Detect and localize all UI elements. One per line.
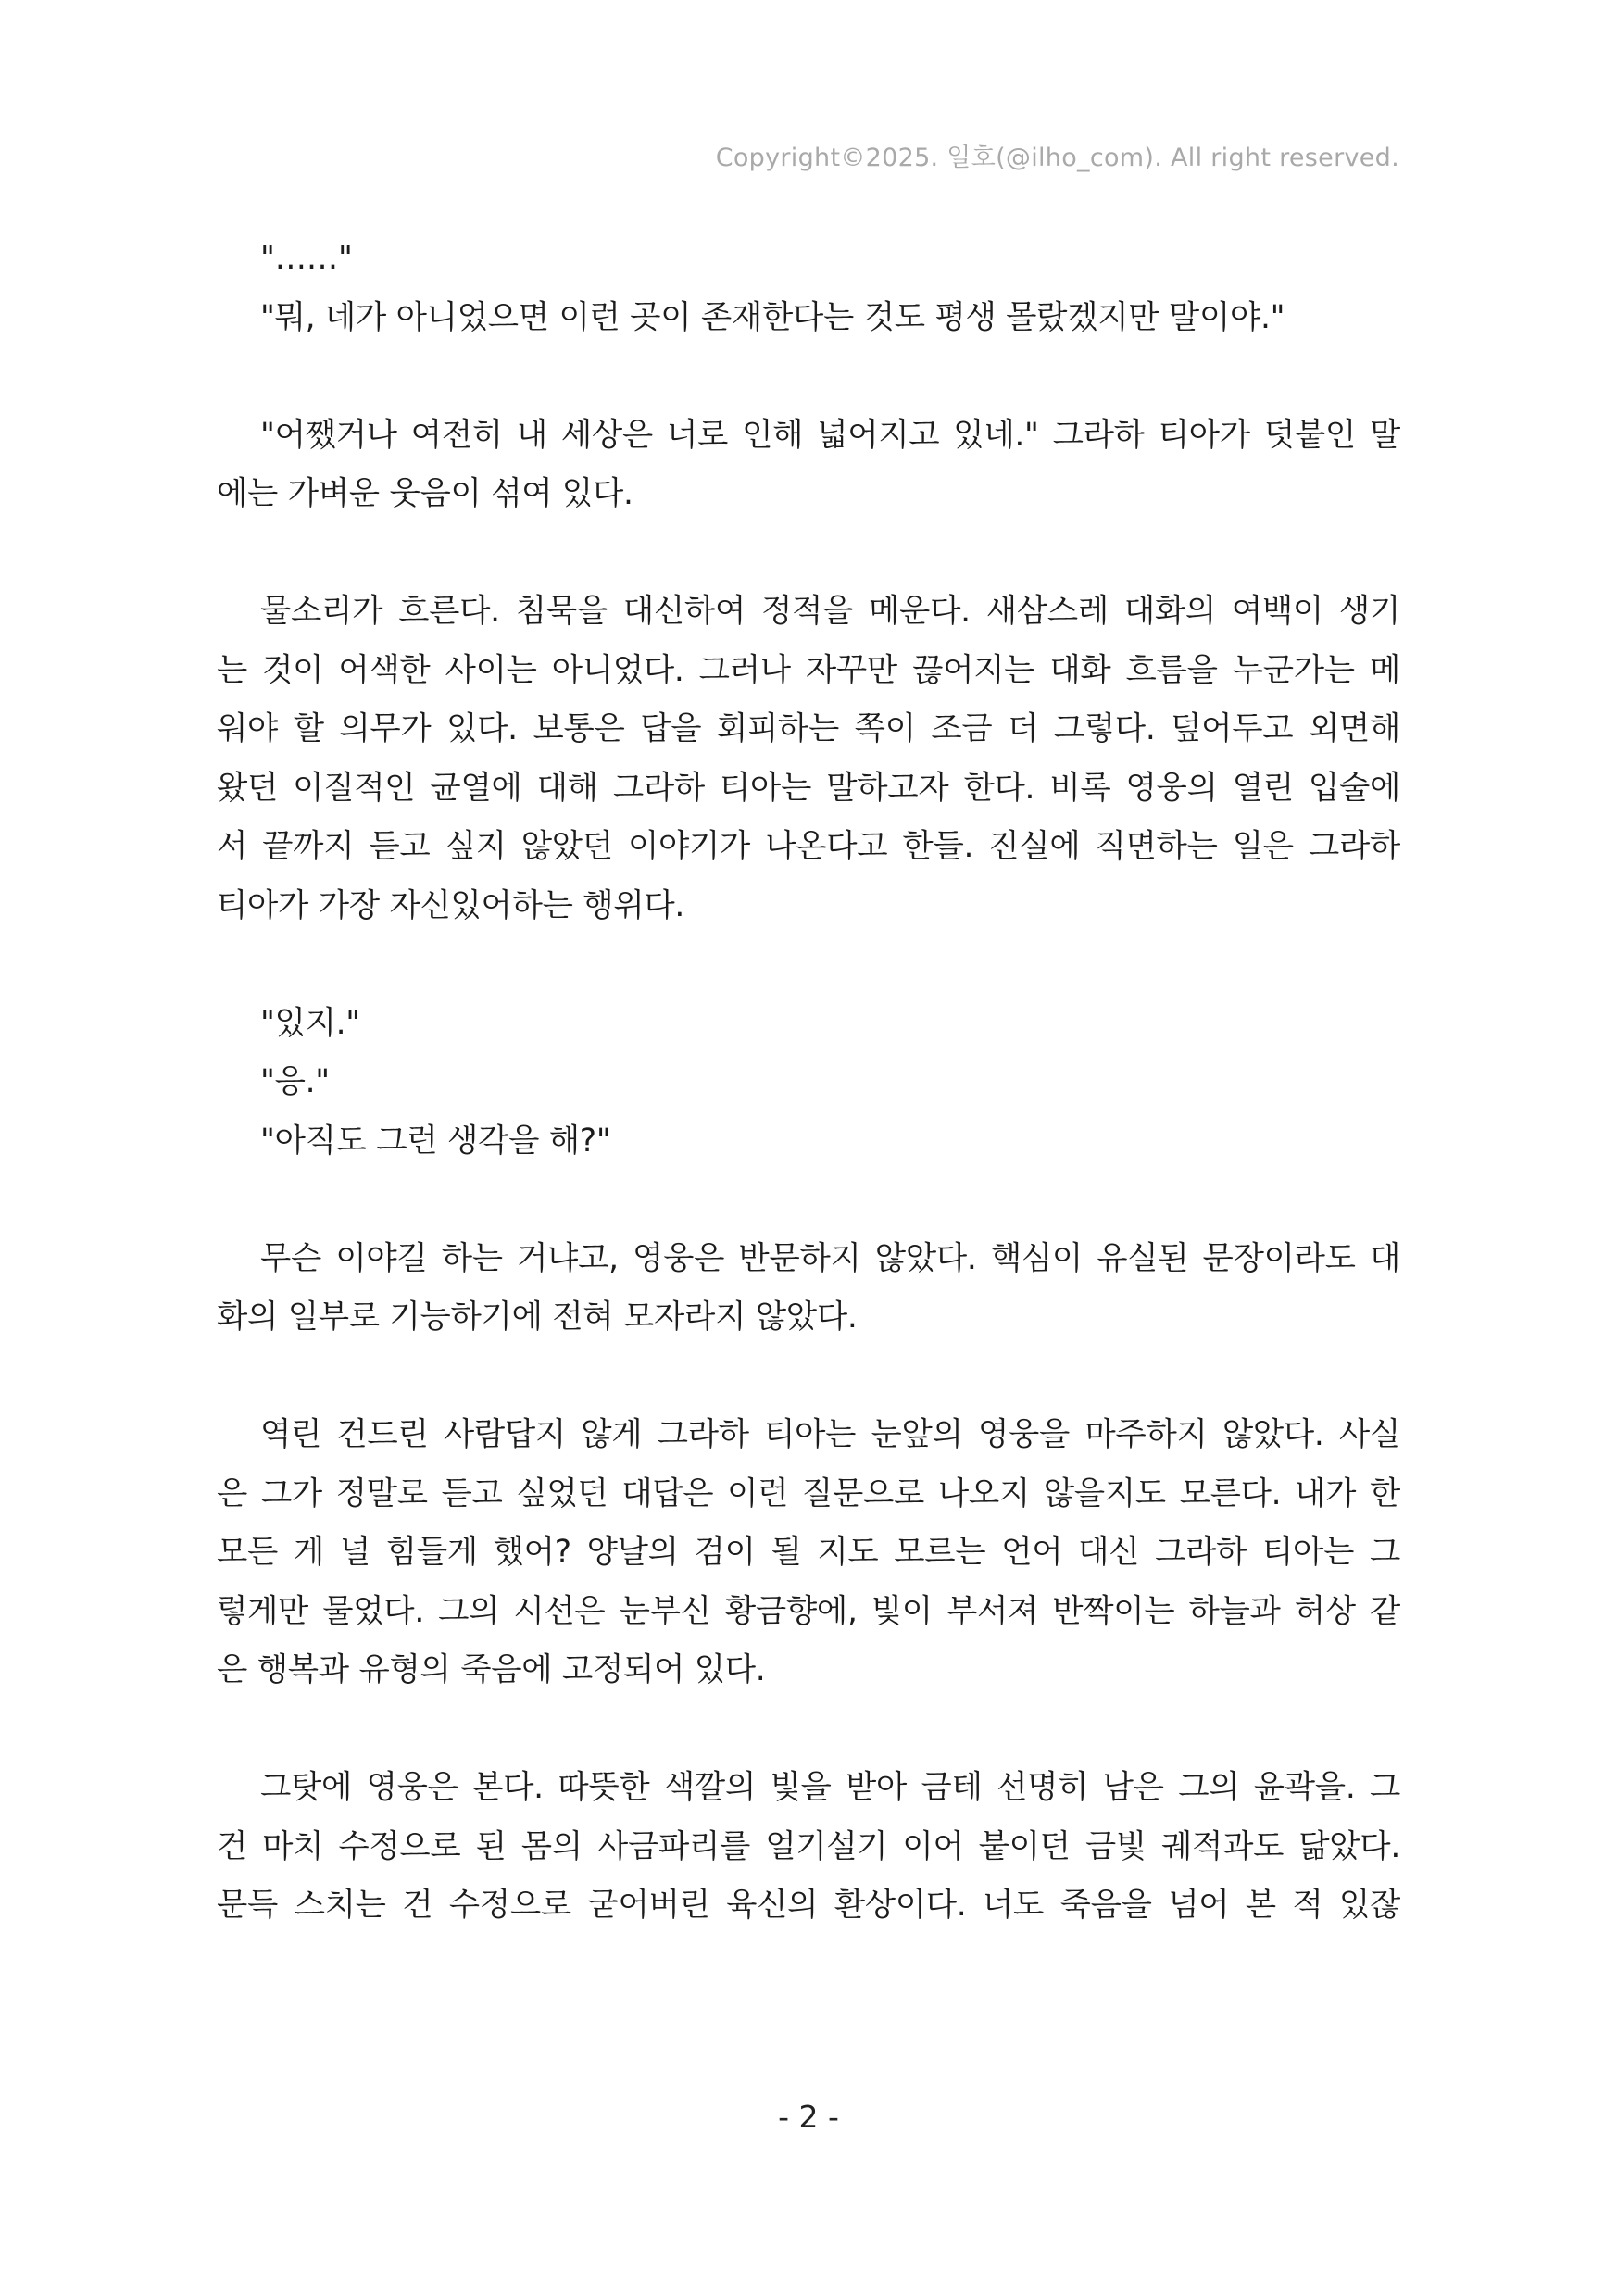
text-line: 렇게만 물었다. 그의 시선은 눈부신 황금향에, 빛이 부서져 반짝이는 하늘과 허상 같 — [217, 1592, 1400, 1630]
text-line: 무슨 이야길 하는 거냐고, 영웅은 반문하지 않았다. 핵심이 유실된 문장이라도 대 — [260, 1239, 1400, 1277]
text-line: "뭐, 네가 아니었으면 이런 곳이 존재한다는 것도 평생 몰랐겠지만 말이야." — [260, 298, 1285, 336]
blank-line — [217, 524, 1400, 583]
blank-line — [217, 1348, 1400, 1407]
text-line: 물소리가 흐른다. 침묵을 대신하여 정적을 메운다. 새삼스레 대화의 여백이 생기 — [260, 593, 1400, 630]
text-line: "어쨌거나 여전히 내 세상은 너로 인해 넓어지고 있네." 그라하 티아가 덧붙인 말 — [260, 416, 1400, 454]
text-line: 화의 일부로 기능하기에 전혀 모자라지 않았다. — [217, 1299, 858, 1336]
text-line: "아직도 그런 생각을 해?" — [260, 1122, 611, 1160]
text-line: 에는 가벼운 웃음이 섞여 있다. — [217, 475, 633, 512]
blank-line — [217, 935, 1400, 995]
text-line: 는 것이 어색한 사이는 아니었다. 그러나 자꾸만 끊어지는 대화 흐름을 누군가는 메 — [217, 651, 1400, 689]
text-line: 그탓에 영웅은 본다. 따뜻한 색깔의 빛을 받아 금테 선명히 남은 그의 윤곽을. 그 — [260, 1769, 1400, 1806]
blank-line — [217, 1700, 1400, 1760]
blank-line — [217, 347, 1400, 407]
text-line: 왔던 이질적인 균열에 대해 그라하 티아는 말하고자 한다. 비록 영웅의 열린 입술에 — [217, 769, 1400, 807]
text-line: 건 마치 수정으로 된 몸의 사금파리를 얼기설기 이어 붙이던 금빛 궤적과도 닮았다. — [217, 1827, 1400, 1865]
text-line: "응." — [260, 1063, 330, 1100]
text-line: "있지." — [260, 1004, 360, 1042]
text-line: 은 행복과 유형의 죽음에 고정되어 있다. — [217, 1651, 766, 1688]
text-line: 티아가 가장 자신있어하는 행위다. — [217, 886, 685, 924]
text-line: 서 끝까지 듣고 싶지 않았던 이야기가 나온다고 한들. 진실에 직면하는 일은 그라하 — [217, 828, 1400, 865]
body-text — [217, 230, 1400, 1936]
text-line: 은 그가 정말로 듣고 싶었던 대답은 이런 질문으로 나오지 않을지도 모른다. 내가 한 — [217, 1474, 1400, 1512]
text-line: 역린 건드린 사람답지 않게 그라하 티아는 눈앞의 영웅을 마주하지 않았다. 사실 — [260, 1416, 1400, 1453]
copyright-notice: Copyright©2025. 일호(@ilho_com). All right reserved. — [715, 144, 1399, 172]
text-line: 워야 할 의무가 있다. 보통은 답을 회피하는 쪽이 조금 더 그렇다. 덮어두고 외면해 — [217, 710, 1400, 747]
text-line: 모든 게 널 힘들게 했어? 양날의 검이 될 지도 모르는 언어 대신 그라하 티아는 그 — [217, 1534, 1400, 1571]
text-line: "……" — [260, 240, 353, 277]
text-line: 문득 스치는 건 수정으로 굳어버린 육신의 환상이다. 너도 죽음을 넘어 본 적 있잖 — [217, 1887, 1400, 1924]
blank-line — [217, 1171, 1400, 1230]
page-number: - 2 - — [778, 2099, 839, 2135]
